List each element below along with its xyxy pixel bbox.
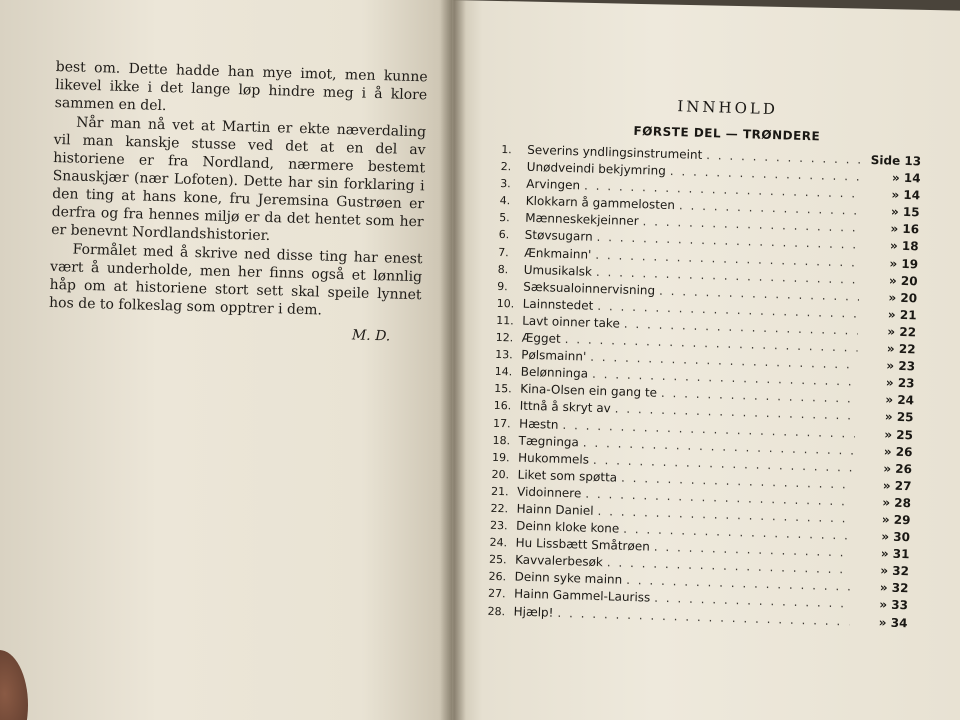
toc-entry-page: » 15 [890, 204, 920, 220]
toc-entry-title: Sæksualoinnervisning [523, 279, 656, 298]
toc-entry-title: Belønninga [520, 364, 589, 381]
toc-entry-title: Lainnstedet [522, 296, 594, 313]
toc-entry-number: 8. [497, 262, 509, 276]
toc-entry-number: 27. [487, 587, 506, 601]
toc-leader-dots [706, 148, 863, 167]
toc-entry-number: 20. [491, 467, 510, 482]
toc-entry-title: Hjælp! [513, 604, 554, 620]
toc-entry-title: Vidoinnere [516, 484, 582, 501]
paragraph-1: best om. Dette hadde han mye imot, men kunne likevel ikke i det lange løp hindre meg i å klore sammen en del. [54, 58, 428, 115]
left-page [0, 0, 452, 720]
toc-entry-number: 2. [500, 160, 512, 174]
toc-entry-title: Kina-Olsen ein gang te [519, 381, 658, 401]
toc-entry-title: Umusikalsk [523, 262, 593, 279]
toc-entry-title: Klokkarn å gammelosten [525, 194, 676, 213]
toc-heading: INNHOLD [677, 97, 779, 119]
toc-entry-page: » 21 [887, 307, 917, 323]
toc-entry-page: » 22 [886, 341, 916, 357]
toc-entry-page: » 26 [883, 461, 913, 476]
toc-entry-title: Tægninga [518, 433, 580, 449]
table-of-contents [487, 92, 922, 633]
toc-entry-number: 22. [490, 501, 509, 516]
toc-list [487, 142, 921, 633]
toc-entry-title: Hæstn [518, 416, 559, 432]
toc-entry-number: 15. [494, 382, 512, 396]
toc-entry-number: 26. [488, 570, 507, 584]
toc-entry-page: » 24 [885, 392, 915, 408]
toc-entry-page: » 22 [887, 324, 917, 340]
toc-entry-number: 17. [492, 416, 511, 430]
toc-entry-page: » 30 [881, 529, 911, 545]
toc-entry-page: » 19 [889, 256, 919, 271]
toc-entry-page: » 25 [884, 426, 914, 442]
toc-entry-number: 11. [496, 313, 514, 328]
toc-entry-title: Deinn kloke kone [515, 518, 620, 536]
toc-entry-page: » 20 [888, 290, 918, 306]
toc-entry-number: 14. [494, 365, 513, 379]
toc-entry-title: Støvsugarn [524, 228, 593, 245]
signature: M. D. [351, 327, 391, 345]
left-page-text [48, 58, 428, 346]
toc-entry-page: » 23 [885, 375, 915, 391]
toc-entry-number: 5. [499, 211, 510, 225]
toc-entry-page: » 31 [880, 546, 910, 562]
toc-entry-number: 12. [495, 330, 514, 345]
toc-entry-page: » 27 [882, 478, 912, 494]
toc-part-heading: FØRSTE DEL — TRØNDERE [633, 123, 821, 144]
toc-entry-page: » 23 [886, 358, 916, 374]
toc-entry-title: Pølsmainn' [521, 347, 587, 364]
toc-entry-page: » 28 [882, 495, 912, 511]
toc-entry-title: Liket som spøtta [517, 467, 618, 485]
toc-entry-page: » 32 [879, 580, 909, 596]
toc-entry-title: Lavt oinner take [522, 313, 621, 331]
toc-entry-page: » 34 [878, 614, 908, 630]
toc-entry-title: Hainn Daniel [516, 501, 594, 518]
toc-entry-page: » 14 [891, 170, 921, 186]
toc-entry-number: 9. [497, 279, 508, 293]
toc-entry-title: Hukommels [517, 450, 590, 467]
paragraph-3: Formålet med å skrive ned disse ting har enest vært å underholde, men her finns også et lønnlig håp om at historiene stort sett skal speile lynnet hos de to folkeslag som opptrer i dem. [48, 241, 423, 319]
toc-entry-page: » 33 [879, 597, 909, 613]
toc-entry-page: » 25 [884, 409, 914, 425]
toc-entry-number: 10. [496, 296, 515, 311]
book-gutter [440, 0, 466, 720]
toc-entry-number: 18. [492, 433, 511, 447]
toc-entry-number: 4. [499, 194, 511, 208]
toc-entry-title: Unødveindi bekjymring [526, 159, 667, 178]
toc-entry-number: 1. [501, 142, 512, 157]
toc-entry-number: 19. [491, 450, 510, 465]
toc-entry-number: 21. [490, 484, 509, 499]
toc-entry-page: » 32 [880, 563, 910, 579]
toc-entry-number: 24. [489, 535, 508, 550]
toc-entry-number: 28. [487, 604, 506, 618]
toc-entry-number: 23. [489, 518, 508, 533]
toc-entry-title: Severins yndlingsinstrumeint [527, 142, 703, 162]
toc-entry-page: Side 13 [870, 152, 922, 169]
toc-entry-number: 25. [488, 553, 507, 567]
toc-entry-number: 13. [495, 348, 513, 362]
toc-entry-number: 6. [498, 228, 510, 242]
toc-entry-page: » 16 [890, 221, 920, 237]
toc-entry-page: » 18 [889, 239, 919, 254]
toc-entry-title: Arvingen [526, 176, 581, 193]
toc-entry-title: Ittnå å skryt av [519, 399, 611, 416]
toc-entry-title: Ænkmainn' [524, 245, 592, 262]
toc-entry-title: Mænneskekjeinner [525, 211, 639, 229]
toc-entry-title: Deinn syke mainn [514, 569, 623, 588]
toc-entry-number: 3. [500, 177, 511, 191]
toc-entry-page: » 14 [891, 187, 921, 203]
toc-entry-title: Hu Lissbætt Småtrøen [515, 535, 651, 554]
toc-entry-page: » 29 [881, 512, 911, 528]
toc-entry-title: Hainn Gammel-Lauriss [513, 586, 651, 606]
toc-entry-title: Ægget [521, 330, 561, 346]
toc-entry-title: Kavvalerbesøk [514, 552, 604, 570]
toc-entry-page: » 26 [883, 444, 913, 459]
toc-entry-page: » 20 [888, 273, 918, 289]
toc-entry-number: 16. [493, 399, 512, 413]
paragraph-2: Når man nå vet at Martin er ekte næverdaling vil man kanskje stusse ved det at en del av historiene er fra Nordland, nærmere bestemt Snauskjær (nær Lofoten). Dette har sin forklaring i den ting at hans kone, fru Jeremsina Gustrøen er derfra og fra hennes miljø er da det hentet som her er benevnt Nordlandshistorier. [50, 114, 427, 245]
toc-entry-number: 7. [498, 245, 509, 259]
